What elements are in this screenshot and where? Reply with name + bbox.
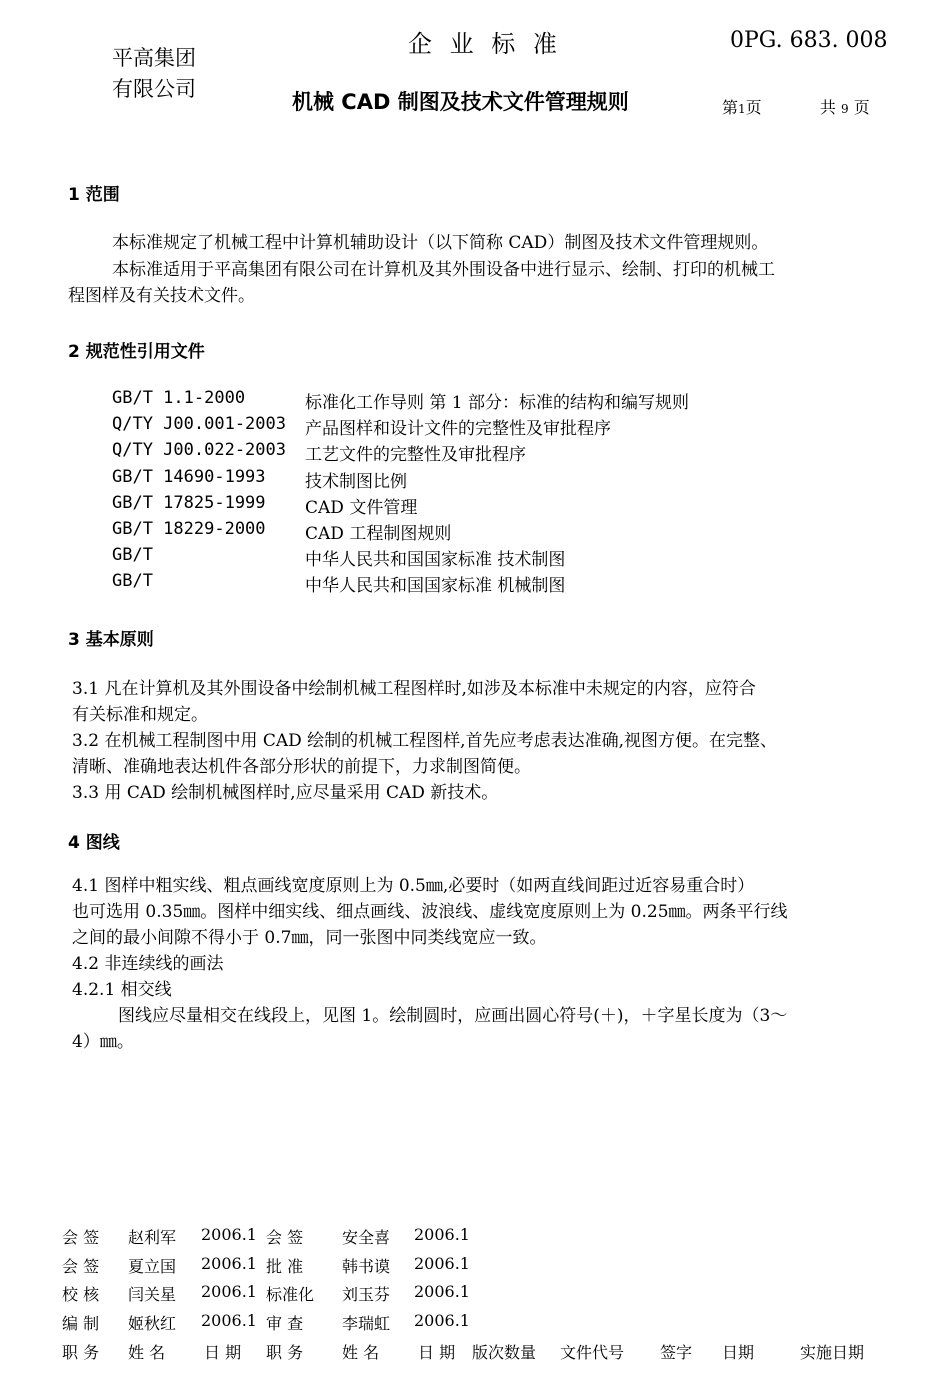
- signoff-date: 2006.1: [414, 1225, 470, 1244]
- reference-name: 中华人民共和国国家标准 技术制图: [305, 550, 566, 570]
- section-4-line-1: 4.1 图样中粗实线、粗点画线宽度原则上为 0.5㎜,必要时（如两直线间距过近容易重合时）: [72, 876, 755, 896]
- signoff-name: 姬秋红: [128, 1314, 177, 1333]
- section-3-line-4: 清晰、准确地表达机件各部分形状的前提下，力求制图简便。: [72, 757, 531, 777]
- signoff-name: 安全喜: [342, 1228, 391, 1247]
- company-name-line2: 有限公司: [112, 77, 196, 101]
- reference-code: GB/T 18229-2000: [112, 519, 266, 539]
- page-mid: 页: [745, 98, 762, 117]
- signoff-name: 闫关星: [128, 1285, 177, 1304]
- section-4-line-6: 图线应尽量相交在线段上，见图 1。绘制圆时，应画出圆心符号(＋)，＋字星长度为（3～: [118, 1006, 788, 1026]
- signoff-role: 编 制: [62, 1314, 100, 1333]
- footer-label-date: 日 期: [204, 1343, 242, 1362]
- standard-code: 0PG. 683. 008: [730, 28, 888, 53]
- section-1-paragraph-1: 本标准规定了机械工程中计算机辅助设计（以下简称 CAD）制图及技术文件管理规则。: [112, 233, 769, 253]
- section-1-heading: 1 范围: [68, 185, 120, 205]
- footer-label-name: 姓 名: [128, 1343, 166, 1362]
- reference-name: 标准化工作导则 第 1 部分：标准的结构和编写规则: [305, 393, 690, 413]
- reference-code: Q/TY J00.001-2003: [112, 414, 286, 434]
- signoff-date: 2006.1: [201, 1311, 257, 1330]
- section-4-heading: 4 图线: [68, 833, 120, 853]
- section-4-line-2: 也可选用 0.35㎜。图样中细实线、细点画线、波浪线、虚线宽度原则上为 0.25㎜。两条平行线: [72, 902, 788, 922]
- section-2-heading: 2 规范性引用文件: [68, 342, 205, 362]
- signoff-role: 审 查: [266, 1314, 304, 1333]
- standard-type: 企 业 标 准: [408, 30, 562, 58]
- signoff-role: 会 签: [266, 1228, 304, 1247]
- reference-code: GB/T 17825-1999: [112, 493, 266, 513]
- section-1-paragraph-2-line-2: 程图样及有关技术文件。: [68, 286, 255, 306]
- section-4-line-7: 4）㎜。: [72, 1032, 134, 1052]
- reference-code: Q/TY J00.022-2003: [112, 440, 286, 460]
- signoff-date: 2006.1: [414, 1282, 470, 1301]
- footer-label-file-code: 文件代号: [560, 1343, 625, 1362]
- section-3-heading: 3 基本原则: [68, 630, 154, 650]
- reference-name: CAD 文件管理: [305, 498, 418, 518]
- footer-label-date: 日 期: [418, 1343, 456, 1362]
- signoff-name: 李瑞虹: [342, 1314, 391, 1333]
- footer-label-revision-count: 版次数量: [472, 1343, 537, 1362]
- reference-code: GB/T 14690-1993: [112, 467, 266, 487]
- section-3-line-5: 3.3 用 CAD 绘制机械图样时,应尽量采用 CAD 新技术。: [72, 783, 499, 803]
- signoff-date: 2006.1: [201, 1254, 257, 1273]
- section-3-line-3: 3.2 在机械工程制图中用 CAD 绘制的机械工程图样,首先应考虑表达准确,视图方便。在完整、: [72, 731, 777, 751]
- reference-name: CAD 工程制图规则: [305, 524, 452, 544]
- company-name-line1: 平高集团: [112, 46, 196, 70]
- footer-label-date: 日期: [722, 1343, 755, 1362]
- signoff-name: 夏立国: [128, 1257, 177, 1276]
- footer-label-role: 职 务: [266, 1343, 304, 1362]
- footer-label-role: 职 务: [62, 1343, 100, 1362]
- signoff-role: 标准化: [266, 1285, 315, 1304]
- section-4-line-5: 4.2.1 相交线: [72, 980, 172, 1000]
- reference-name: 工艺文件的完整性及审批程序: [305, 445, 526, 465]
- signoff-date: 2006.1: [201, 1225, 257, 1244]
- page-total-suffix: 页: [853, 98, 870, 117]
- signoff-role: 会 签: [62, 1228, 100, 1247]
- signoff-role: 校 核: [62, 1285, 100, 1304]
- reference-code: GB/T: [112, 571, 153, 591]
- footer-label-signature: 签字: [660, 1343, 693, 1362]
- reference-name: 技术制图比例: [305, 472, 407, 492]
- section-4-line-4: 4.2 非连续线的画法: [72, 954, 224, 974]
- footer-label-effective-date: 实施日期: [800, 1343, 865, 1362]
- section-1-paragraph-2-line-1: 本标准适用于平高集团有限公司在计算机及其外围设备中进行显示、绘制、打印的机械工: [112, 260, 775, 280]
- page-total-prefix: 共: [819, 98, 836, 117]
- page-info: [722, 95, 870, 118]
- page-prefix: 第: [722, 98, 739, 117]
- page-current: 1: [738, 102, 746, 116]
- section-3-line-2: 有关标准和规定。: [72, 705, 208, 725]
- signoff-name: 刘玉芬: [342, 1285, 391, 1304]
- section-3-line-1: 3.1 凡在计算机及其外围设备中绘制机械工程图样时,如涉及本标准中未规定的内容，应符合: [72, 679, 756, 699]
- signoff-name: 赵利军: [128, 1228, 177, 1247]
- reference-code: GB/T 1.1-2000: [112, 388, 246, 408]
- signoff-role: 会 签: [62, 1257, 100, 1276]
- signoff-name: 韩书谟: [342, 1257, 391, 1276]
- reference-code: GB/T: [112, 545, 153, 565]
- signoff-date: 2006.1: [414, 1254, 470, 1273]
- document-title: 机械 CAD 制图及技术文件管理规则: [292, 90, 629, 114]
- section-4-line-3: 之间的最小间隙不得小于 0.7㎜，同一张图中同类线宽应一致。: [72, 928, 547, 948]
- signoff-date: 2006.1: [201, 1282, 257, 1301]
- reference-name: 中华人民共和国国家标准 机械制图: [305, 576, 566, 596]
- signoff-role: 批 准: [266, 1257, 304, 1276]
- page-total: 9: [840, 102, 849, 116]
- signoff-date: 2006.1: [414, 1311, 470, 1330]
- reference-name: 产品图样和设计文件的完整性及审批程序: [305, 419, 611, 439]
- footer-label-name: 姓 名: [342, 1343, 380, 1362]
